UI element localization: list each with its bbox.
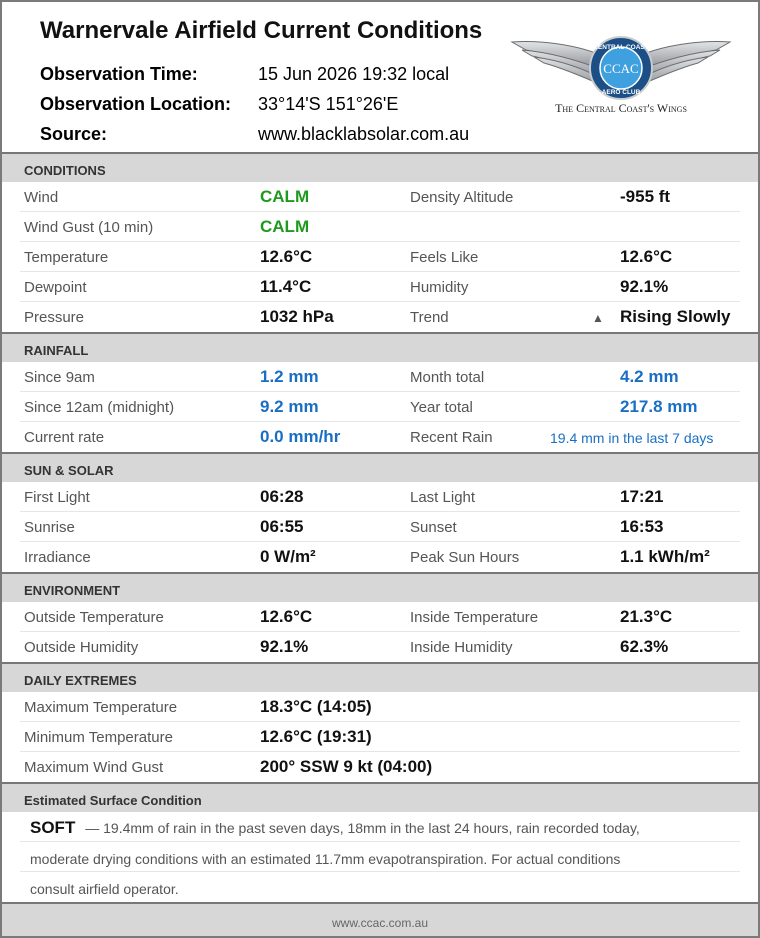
maximum-wind-gust-value: 200° SSW 9 kt (04:00) <box>260 757 433 776</box>
section-heading: SUN & SOLAR <box>24 463 114 478</box>
table-row <box>20 362 740 392</box>
peak-sun-hours-value: 1.1 kWh/m² <box>620 547 710 566</box>
recent-rain-value: 19.4 mm in the last 7 days <box>550 430 714 446</box>
year-total-value: 217.8 mm <box>620 397 698 416</box>
outside-temperature-value: 12.6°C <box>260 607 313 626</box>
outside-humidity-value: 92.1% <box>260 637 309 656</box>
table-row <box>20 302 740 332</box>
last-light-value: 17:21 <box>620 487 664 506</box>
sunset-label: Sunset <box>410 519 457 536</box>
temperature-value: 12.6°C <box>260 247 313 266</box>
table-row <box>20 752 740 782</box>
feels-like-value: 12.6°C <box>620 247 673 266</box>
table-row <box>20 542 740 572</box>
section-rainfall <box>2 332 758 362</box>
inside-humidity-value: 62.3% <box>620 637 669 656</box>
surface-condition-badge: SOFT <box>30 818 76 837</box>
wind-gust-label: Wind Gust (10 min) <box>24 219 154 236</box>
logo-bottom-text: AERO CLUB <box>601 89 641 96</box>
wind-value: CALM <box>260 187 310 206</box>
table-row <box>20 422 740 452</box>
header <box>2 2 758 152</box>
month-total-value: 4.2 mm <box>620 367 679 386</box>
inside-temperature-label: Inside Temperature <box>410 609 539 626</box>
table-row <box>20 692 740 722</box>
section-sun-solar <box>2 452 758 482</box>
last-light-label: Last Light <box>410 489 476 506</box>
observation-time-label: Observation Time: <box>40 64 198 84</box>
maximum-temperature-value: 18.3°C (14:05) <box>260 697 372 716</box>
surface-condition-detail-1: — 19.4mm of rain in the past seven days, 18mm in the last 24 hours, rain recorded today, <box>85 820 640 836</box>
month-total-label: Month total <box>410 369 485 386</box>
source-label: Source: <box>40 124 108 144</box>
current-rate-label: Current rate <box>24 429 105 446</box>
table-row <box>20 212 740 242</box>
section-conditions <box>2 152 758 182</box>
section-surface-condition <box>2 782 758 812</box>
temperature-label: Temperature <box>24 249 109 266</box>
trend-value: Rising Slowly <box>620 307 731 326</box>
section-heading: CONDITIONS <box>24 163 106 178</box>
minimum-temperature-label: Minimum Temperature <box>24 729 173 746</box>
first-light-label: First Light <box>24 489 90 506</box>
sunrise-label: Sunrise <box>24 519 75 536</box>
footer <box>2 902 758 936</box>
density-altitude-value: -955 ft <box>620 187 671 206</box>
dewpoint-value: 11.4°C <box>260 277 312 296</box>
observation-location-value: 33°14'S 151°26'E <box>258 94 399 114</box>
density-altitude-label: Density Altitude <box>410 189 514 206</box>
current-rate-value: 0.0 mm/hr <box>260 427 341 446</box>
trend-up-arrow-icon: ▲ <box>592 311 604 325</box>
logo-top-text: CENTRAL COAST <box>593 44 649 51</box>
table-row <box>20 272 740 302</box>
pressure-value: 1032 hPa <box>260 307 334 326</box>
humidity-label: Humidity <box>410 279 469 296</box>
section-heading: Estimated Surface Condition <box>24 793 202 808</box>
irradiance-value: 0 W/m² <box>260 547 316 566</box>
irradiance-label: Irradiance <box>24 549 91 566</box>
humidity-value: 92.1% <box>620 277 669 296</box>
maximum-wind-gust-label: Maximum Wind Gust <box>24 759 164 776</box>
surface-condition-text-line1 <box>30 818 730 838</box>
peak-sun-hours-label: Peak Sun Hours <box>410 549 520 566</box>
section-heading: DAILY EXTREMES <box>24 673 137 688</box>
section-environment <box>2 572 758 602</box>
pressure-label: Pressure <box>24 309 85 326</box>
outside-temperature-label: Outside Temperature <box>24 609 164 626</box>
table-row <box>20 392 740 422</box>
surface-condition-detail-3: consult airfield operator. <box>30 881 179 897</box>
minimum-temperature-value: 12.6°C (19:31) <box>260 727 372 746</box>
sunrise-value: 06:55 <box>260 517 304 536</box>
observation-location-label: Observation Location: <box>40 94 232 114</box>
inside-humidity-label: Inside Humidity <box>410 639 513 656</box>
footer-url[interactable]: www.ccac.com.au <box>331 916 429 930</box>
wind-gust-value: CALM <box>260 217 310 236</box>
table-row <box>20 482 740 512</box>
inside-temperature-value: 21.3°C <box>620 607 673 626</box>
first-light-value: 06:28 <box>260 487 304 506</box>
observation-time-value: 15 Jun 2026 19:32 local <box>258 64 450 84</box>
surface-condition-detail-2: moderate drying conditions with an estimated 11.7mm evapotranspiration. For actual conditions <box>30 851 621 867</box>
table-row <box>20 512 740 542</box>
table-row <box>20 632 740 662</box>
since-midnight-label: Since 12am (midnight) <box>24 399 175 416</box>
table-row <box>20 182 740 212</box>
sunset-value: 16:53 <box>620 517 664 536</box>
section-heading: ENVIRONMENT <box>24 583 121 598</box>
logo-center-text: CCAC <box>603 61 639 76</box>
year-total-label: Year total <box>410 399 473 416</box>
dewpoint-label: Dewpoint <box>24 279 87 296</box>
since-9am-value: 1.2 mm <box>260 367 319 386</box>
outside-humidity-label: Outside Humidity <box>24 639 139 656</box>
source-value: www.blacklabsolar.com.au <box>258 124 470 144</box>
section-daily-extremes <box>2 662 758 692</box>
since-midnight-value: 9.2 mm <box>260 397 319 416</box>
recent-rain-label: Recent Rain <box>410 429 493 446</box>
section-heading: RAINFALL <box>24 343 89 358</box>
table-row <box>20 242 740 272</box>
since-9am-label: Since 9am <box>24 369 95 386</box>
table-row <box>20 602 740 632</box>
page-title: Warnervale Airfield Current Conditions <box>40 17 483 44</box>
logo-tagline: The Central Coast's Wings <box>555 101 687 115</box>
table-row <box>20 722 740 752</box>
maximum-temperature-label: Maximum Temperature <box>24 699 178 716</box>
wind-label: Wind <box>24 189 59 206</box>
trend-label: Trend <box>410 309 449 326</box>
feels-like-label: Feels Like <box>410 249 479 266</box>
